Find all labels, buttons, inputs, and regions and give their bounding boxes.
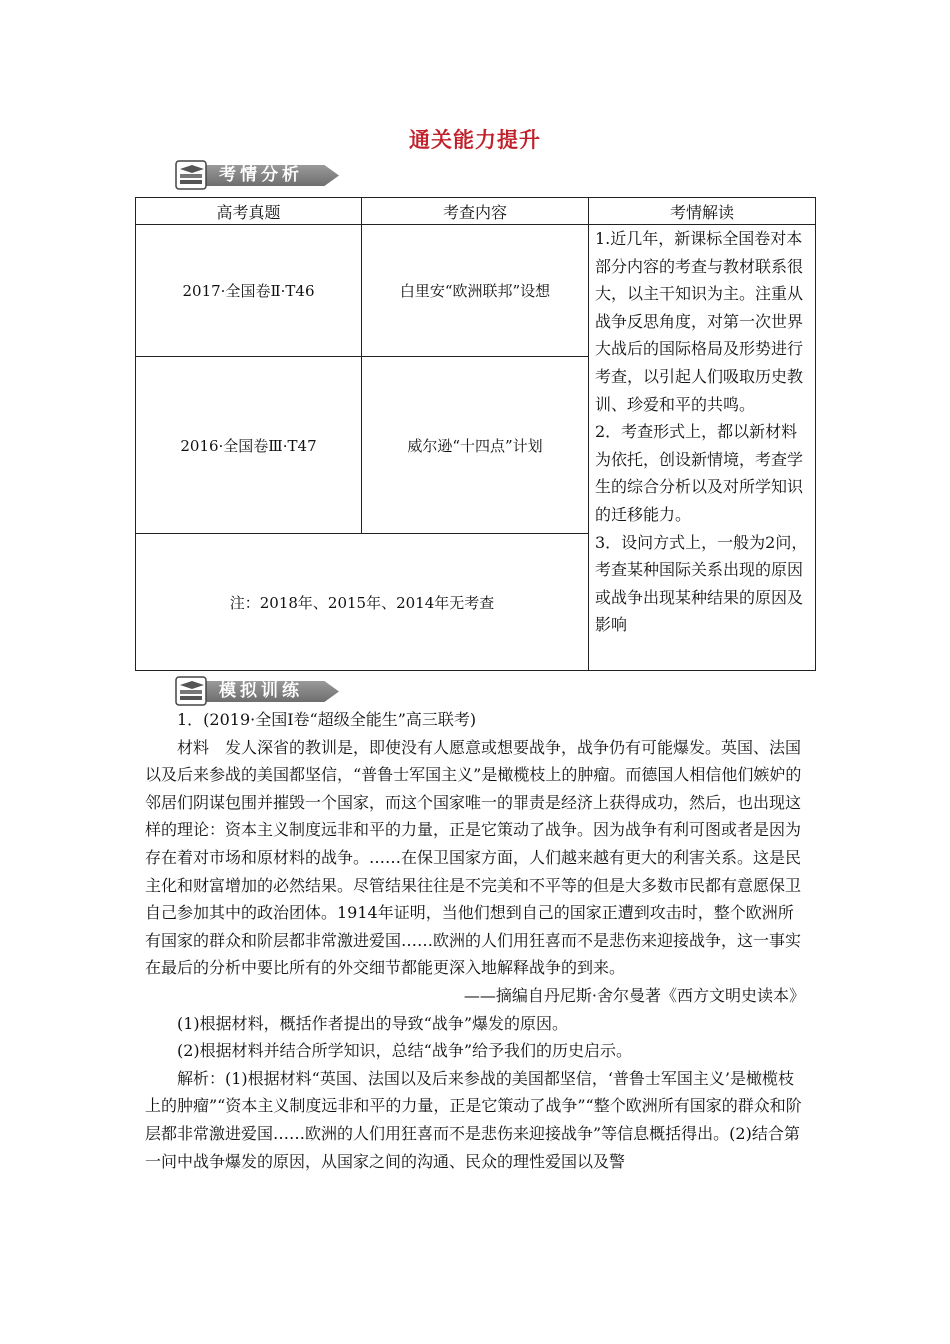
interpretation-point: 3．设问方式上，一般为2问，考查某种国际关系出现的原因或战争出现某种结果的原因及影响: [595, 532, 808, 635]
page-title: 通关能力提升: [409, 128, 541, 152]
section-label: 模拟训练: [219, 681, 303, 701]
question-header: 1．(2019·全国Ⅰ卷“超级全能生”高三联考): [177, 710, 477, 729]
exam-analysis-table: [135, 197, 816, 671]
note-cell: 注：2018年、2015年、2014年无考查: [136, 534, 589, 671]
header-exam: 高考真题: [136, 198, 362, 225]
section-banner-analysis: [175, 160, 345, 190]
sub-question-2: (2)根据材料并结合所学知识，总结“战争”给予我们的历史启示。: [177, 1041, 633, 1061]
table-row: [136, 225, 816, 357]
content-cell: 白里安“欧洲联邦”设想: [362, 225, 589, 357]
section-label: 考情分析: [219, 165, 303, 185]
book-stack-icon: [175, 160, 209, 190]
exam-cell: 2016·全国卷Ⅲ·T47: [136, 357, 362, 534]
header-content: 考查内容: [362, 198, 589, 225]
question-body: [145, 706, 807, 1175]
header-interpretation: 考情解读: [589, 198, 816, 225]
sub-question-1: (1)根据材料，概括作者提出的导致“战争”爆发的原因。: [177, 1013, 569, 1033]
section-banner-training: [175, 676, 345, 706]
interpretation-cell: [589, 225, 816, 671]
material-text: 材料 发人深省的教训是，即使没有人愿意或想要战争，战争仍有可能爆发。英国、法国以及后来参战的美国都坚信，“普鲁士军国主义”是橄榄枝上的肿瘤。而德国人相信他们嫉妒的邻居们阴谋包围并摧毁一个国家，而这个国家唯一的罪责是经济上获得成功，然后，也出现这样的理论：资本主义制度远非和平的力量，正是它策动了战争。因为战争有利可图或者是因为存在着对市场和原材料的战争。……在保卫国家方面，人们越来越有更大的利害关系。这是民主化和财富增加的必然结果。尽管结果往往是不完美和不平等的但是大多数市民都有意愿保卫自己参加其中的政治团体。1914年证明，当他们想到自己的国家正遭到攻击时，整个欧洲所有国家的群众和阶层都非常激进爱国……欧洲的人们用狂喜而不是悲伤来迎接战争，这一事实在最后的分析中要比所有的外交细节都能更深入地解释战争的到来。: [145, 737, 802, 978]
material-source: ——摘编自丹尼斯·舍尔曼著《西方文明史读本》: [463, 985, 805, 1005]
exam-cell: 2017·全国卷Ⅱ·T46: [136, 225, 362, 357]
table-header-row: [136, 198, 816, 225]
interpretation-point: 2．考查形式上，都以新材料为依托，创设新情境，考查学生的综合分析以及对所学知识的迁移能力。: [595, 422, 804, 524]
interpretation-point: 1.近几年，新课标全国卷对本部分内容的考查与教材联系很大，以主干知识为主。注重从战争反思角度，对第一次世界大战后的国际格局及形势进行考查，以引起人们吸取历史教训、珍爱和平的共鸣。: [595, 229, 804, 414]
content-cell: 威尔逊“十四点”计划: [362, 357, 589, 534]
book-stack-icon: [175, 676, 209, 706]
analysis-text: 解析：(1)根据材料“英国、法国以及后来参战的美国都坚信，‘普鲁士军国主义’是橄榄枝上的肿瘤”“资本主义制度远非和平的力量，正是它策动了战争”“整个欧洲所有国家的群众和阶层都非常激进爱国……欧洲的人们用狂喜而不是悲伤来迎接战争”等信息概括得出。(2)结合第一问中战争爆发的原因，从国家之间的沟通、民众的理性爱国以及警: [145, 1068, 802, 1171]
